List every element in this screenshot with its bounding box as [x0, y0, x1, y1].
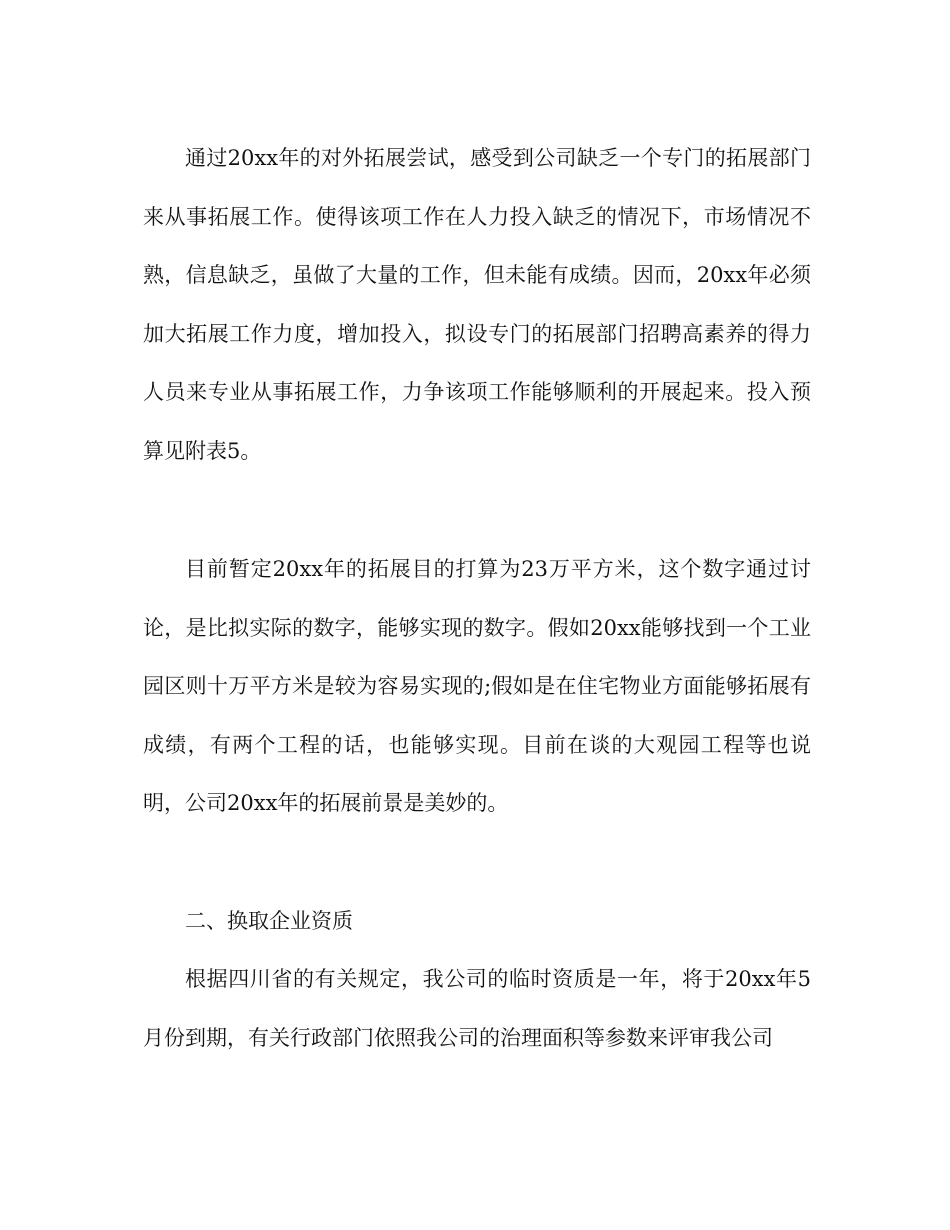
section-heading-text: 二、换取企业资质 — [185, 909, 353, 933]
paragraph-qualification — [143, 950, 811, 1067]
paragraph-expansion-target — [143, 540, 811, 833]
paragraph-expansion-attempt — [143, 129, 811, 480]
paragraph-text: 根据四川省的有关规定，我公司的临时资质是一年，将于20xx年5月份到期，有关行政部门依照我公司的治理面积等参数来评审我公司 — [143, 967, 811, 1050]
paragraph-text: 通过20xx年的对外拓展尝试，感受到公司缺乏一个专门的拓展部门来从事拓展工作。使得该项工作在人力投入缺乏的情况下，市场情况不熟，信息缺乏，虽做了大量的工作，但未能有成绩。因而，20xx年必须加大拓展工作力度，增加投入，拟设专门的拓展部门招聘高素养的得力人员来专业从事拓展工作，力争该项工作能够顺利的开展起来。投入预算见附表5。 — [143, 146, 811, 463]
paragraph-text: 目前暂定20xx年的拓展目的打算为23万平方米，这个数字通过讨论，是比拟实际的数字，能够实现的数字。假如20xx能够找到一个工业园区则十万平方米是较为容易实现的;假如是在住宅物业方面能够拓展有成绩，有两个工程的话，也能够实现。目前在谈的大观园工程等也说明，公司20xx年的拓展前景是美妙的。 — [143, 557, 811, 815]
section-heading-qualification — [143, 892, 811, 951]
